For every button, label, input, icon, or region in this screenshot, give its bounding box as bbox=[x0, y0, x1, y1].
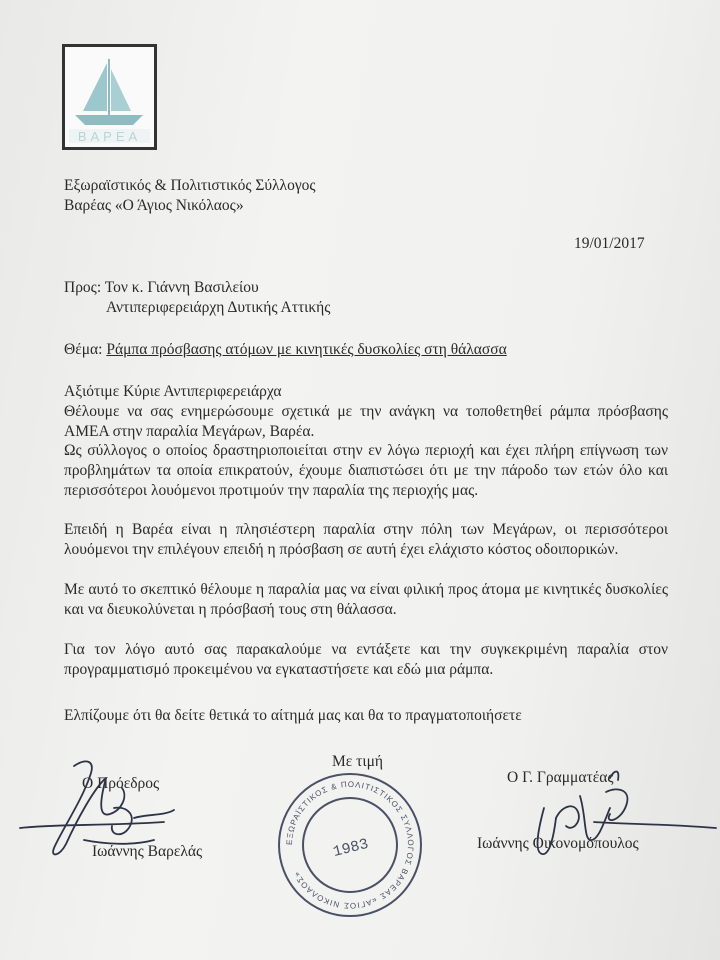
body-paragraph-6: Ελπίζουμε ότι θα δείτε θετικά το αίτημά μας και θα το πραγματοποιήσετε bbox=[64, 707, 522, 724]
organization-logo bbox=[62, 44, 157, 150]
association-stamp bbox=[276, 770, 424, 920]
subject-line bbox=[64, 340, 507, 360]
svg-text:ΒΑΡΕΑ: ΒΑΡΕΑ bbox=[77, 129, 142, 144]
org-name-line1: Εξωραϊστικός & Πολιτιστικός Σύλλογος bbox=[64, 177, 316, 194]
subject-label: Θέμα: bbox=[64, 341, 103, 358]
body-paragraph-5: Για τον λόγο αυτό σας παρακαλούμε να εντάξετε και την συγκεκριμένη παραλία στον προγραμματισμό προκειμένου να εγκαταστήσετε και εδώ μια ράμπα. bbox=[64, 641, 668, 678]
body-paragraph-3: Επειδή η Βαρέα είναι η πλησιέστερη παραλία στην πόλη των Μεγάρων, οι περισσότεροι λουόμενοι την επιλέγουν επειδή η πρόσβαση σε αυτή έχει ελάχιστο κόστος οδοιπορικών. bbox=[64, 521, 668, 558]
subject-text: Ράμπα πρόσβασης ατόμων με κινητικές δυσκολίες στη θάλασσα bbox=[106, 341, 507, 358]
body-paragraph-4: Με αυτό το σκεπτικό θέλουμε η παραλία μας να είναι φιλική προς άτομα με κινητικές δυσκολίες και να διευκολύνεται η πρόσβασή τους στη θάλασσα. bbox=[64, 581, 668, 618]
president-signature bbox=[14, 748, 214, 878]
letter-date: 19/01/2017 bbox=[574, 235, 645, 252]
body-paragraph-1: Θέλουμε να σας ενημερώσουμε σχετικά με την ανάγκη να τοποθετηθεί ράμπα πρόσβασης ΑΜΕΑ στην παραλία Μεγάρων, Βαρέα. bbox=[64, 403, 668, 440]
org-name-line2: Βαρέας «Ο Άγιος Νικόλαος» bbox=[64, 197, 244, 214]
secretary-name: Ιωάννης Οικονομόπουλος bbox=[477, 835, 639, 852]
closing: Με τιμή bbox=[332, 753, 383, 770]
secretary-title: Ο Γ. Γραμματέας bbox=[507, 769, 614, 786]
stamp-ring-text: ΕΞΩΡΑΪΣΤΙΚΟΣ & ΠΟΛΙΤΙΣΤΙΚΟΣ ΣΥΛΛΟΓΟΣ ΒΑΡΕΑΣ «ΑΓΙΟΣ ΝΙΚΟΛΑΟΣ» bbox=[284, 779, 416, 911]
president-title: Ο Πρόεδρος bbox=[82, 775, 160, 792]
stamp-year: 1983 bbox=[331, 835, 371, 861]
recipient-line2: Αντιπεριφερειάρχη Δυτικής Αττικής bbox=[106, 299, 331, 316]
recipient-line1: Προς: Τον κ. Γιάννη Βασιλείου bbox=[64, 279, 259, 296]
body-paragraph-2: Ως σύλλογος ο οποίος δραστηριοποιείται στην εν λόγω περιοχή και έχει πλήρη επίγνωση των προβλημάτων τα οποία επικρατούν, έχουμε διαπιστώσει ότι με την πάροδο των ετών όλο και περισσότεροι λουόμενοι προτιμούν την παραλία της περιοχής μας. bbox=[64, 442, 668, 499]
sailboat-icon bbox=[65, 47, 154, 147]
secretary-signature bbox=[520, 762, 720, 872]
president-name: Ιωάννης Βαρελάς bbox=[92, 843, 203, 860]
salutation: Αξιότιμε Κύριε Αντιπεριφερειάρχα bbox=[64, 383, 282, 400]
